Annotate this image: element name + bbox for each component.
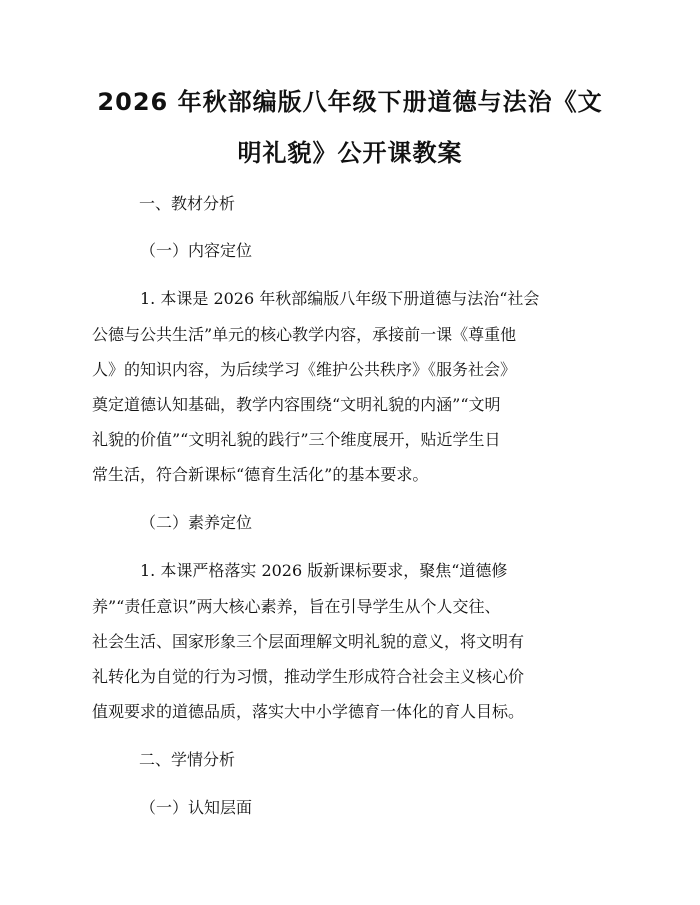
subsection-heading-literacy-positioning: （二）素养定位 xyxy=(140,513,253,532)
paragraph-line: 1. 本课是 2026 年秋部编版八年级下册道德与法治“社会 xyxy=(140,289,540,308)
section-heading-student-analysis: 二、学情分析 xyxy=(139,750,236,769)
paragraph-line: 人》的知识内容，为后续学习《维护公共秩序》《服务社会》 xyxy=(92,360,517,379)
paragraph-line: 值观要求的道德品质，落实大中小学德育一体化的育人目标。 xyxy=(92,702,525,721)
subsection-heading-content-positioning: （一）内容定位 xyxy=(140,241,253,260)
document-title-line-1: 2026 年秋部编版八年级下册道德与法治《文 xyxy=(97,88,603,116)
paragraph-line: 奠定道德认知基础，教学内容围绕“文明礼貌的内涵”“文明 xyxy=(92,395,501,414)
paragraph-line: 养”“责任意识”两大核心素养，旨在引导学生从个人交往、 xyxy=(92,597,501,616)
paragraph-line: 公德与公共生活”单元的核心教学内容，承接前一课《尊重他 xyxy=(92,325,517,344)
paragraph-line: 礼转化为自觉的行为习惯，推动学生形成符合社会主义核心价 xyxy=(92,667,525,686)
paragraph-line: 1. 本课严格落实 2026 版新课标要求，聚焦“道德修 xyxy=(140,561,508,580)
section-heading-teaching-material-analysis: 一、教材分析 xyxy=(139,194,236,213)
paragraph-line: 社会生活、国家形象三个层面理解文明礼貌的意义，将文明有 xyxy=(92,632,525,651)
paragraph-line: 礼貌的价值”“文明礼貌的践行”三个维度展开，贴近学生日 xyxy=(92,430,501,449)
subsection-heading-cognitive-level: （一）认知层面 xyxy=(140,798,253,817)
paragraph-line: 常生活，符合新课标“德育生活化”的基本要求。 xyxy=(92,465,429,484)
document-title-line-2: 明礼貌》公开课教案 xyxy=(237,139,463,167)
